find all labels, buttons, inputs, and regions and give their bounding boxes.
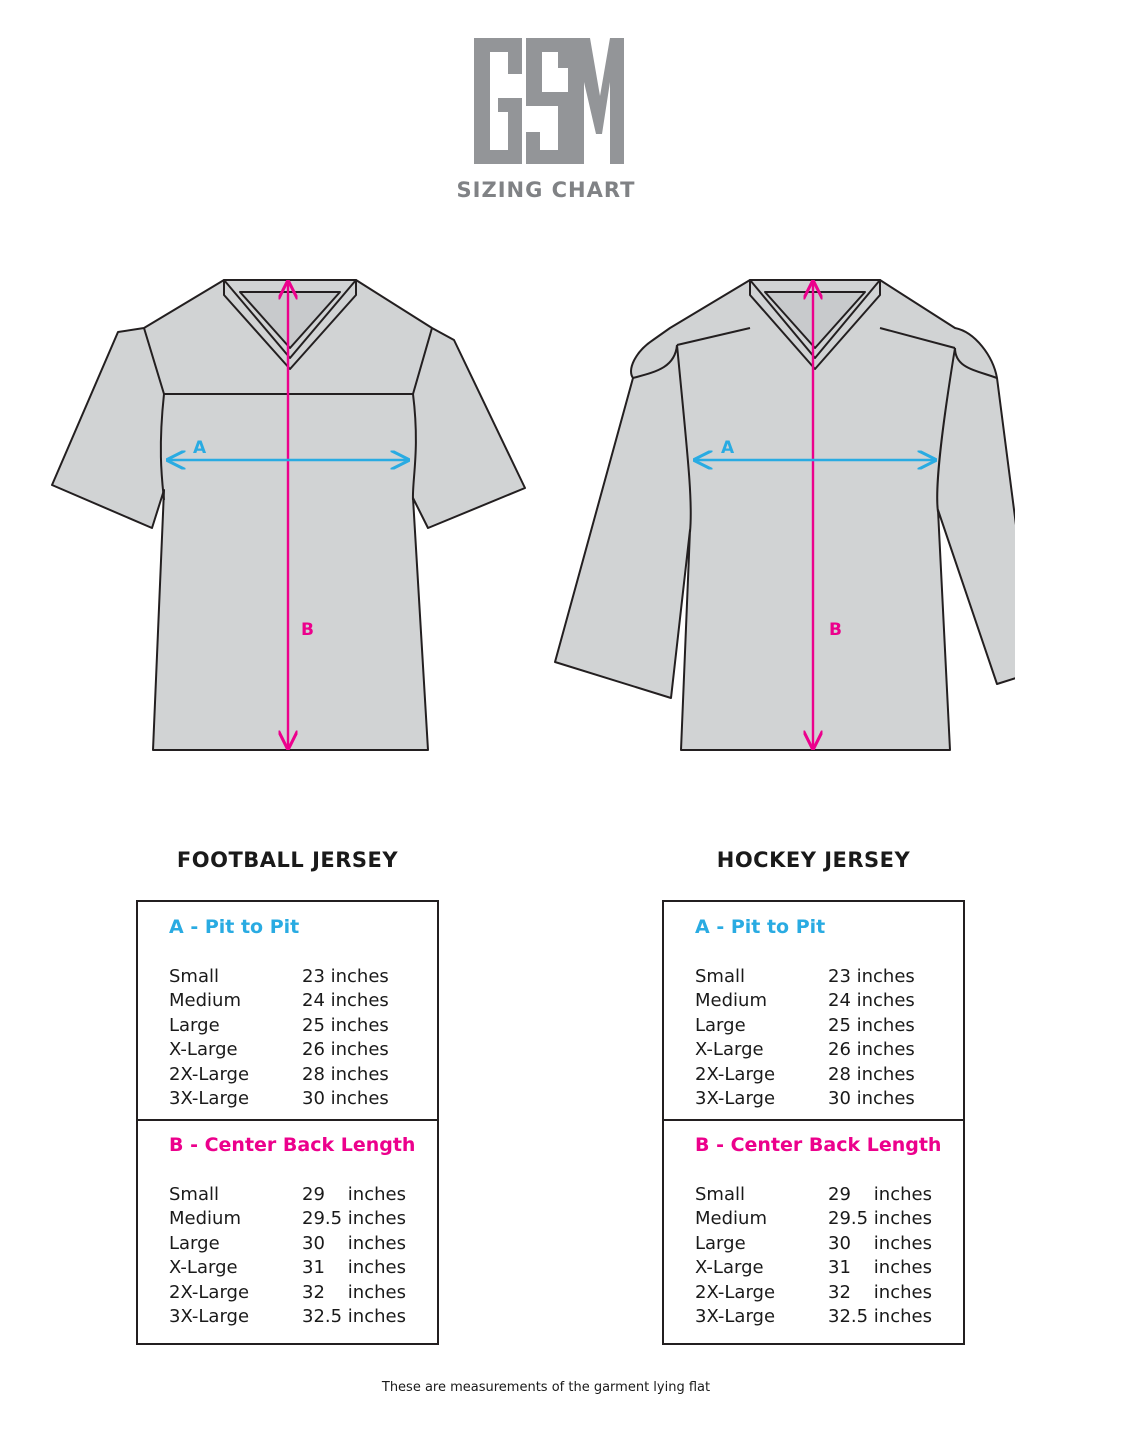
footnote: These are measurements of the garment lying flat [381,1380,711,1395]
table-row: 3X-Large 32.5 inches [169,1305,406,1327]
hockey-jersey-title: HOCKEY JERSEY [716,848,911,872]
table-row: Small 29 inches [695,1184,932,1205]
football-jersey-diagram [40,270,540,770]
table-row: Small 23 inches [695,966,915,987]
football-center-back-heading: B - Center Back Length [169,1134,416,1156]
table-divider [138,1119,437,1121]
hockey-jersey-diagram [545,270,1015,770]
football-label-a: A [193,438,207,458]
football-label-b: B [301,620,314,640]
table-row: Large 25 inches [695,1014,915,1036]
hockey-body [555,280,1015,750]
table-row: X-Large 26 inches [169,1039,389,1061]
table-row: X-Large 31 inches [169,1257,406,1279]
table-row: Medium 24 inches [695,990,915,1012]
table-divider [664,1119,963,1121]
table-row: Large 30 inches [169,1232,406,1254]
football-pit-to-pit-heading: A - Pit to Pit [169,916,300,938]
hockey-label-b: B [829,620,842,640]
hockey-pit-to-pit-heading: A - Pit to Pit [695,916,826,938]
table-row: 2X-Large 32 inches [695,1281,932,1303]
football-jersey-title: FOOTBALL JERSEY [176,848,399,872]
table-row: Small 23 inches [169,966,389,987]
hockey-size-table [662,900,965,1345]
table-row: X-Large 31 inches [695,1257,932,1279]
hockey-center-back-heading: B - Center Back Length [695,1134,942,1156]
page-subtitle: SIZING CHART [456,178,636,202]
table-row: Medium 29.5 inches [169,1208,406,1230]
hockey-label-a: A [721,438,735,458]
table-row: Medium 29.5 inches [695,1208,932,1230]
table-row: 3X-Large 30 inches [695,1087,915,1109]
table-row: X-Large 26 inches [695,1039,915,1061]
table-row: 3X-Large 30 inches [169,1087,389,1109]
table-row: 2X-Large 32 inches [169,1281,406,1303]
table-row: Large 30 inches [695,1232,932,1254]
football-pit-to-pit-rows [169,965,439,1111]
table-row: 3X-Large 32.5 inches [695,1305,932,1327]
table-row: Small 29 inches [169,1184,406,1205]
football-center-back-rows [169,1183,439,1329]
gsm-logo [468,34,628,169]
table-row: Medium 24 inches [169,990,389,1012]
table-row: 2X-Large 28 inches [695,1063,915,1085]
hockey-pit-to-pit-rows [695,965,965,1111]
table-row: Large 25 inches [169,1014,389,1036]
hockey-center-back-rows [695,1183,965,1329]
football-size-table [136,900,439,1345]
table-row: 2X-Large 28 inches [169,1063,389,1085]
